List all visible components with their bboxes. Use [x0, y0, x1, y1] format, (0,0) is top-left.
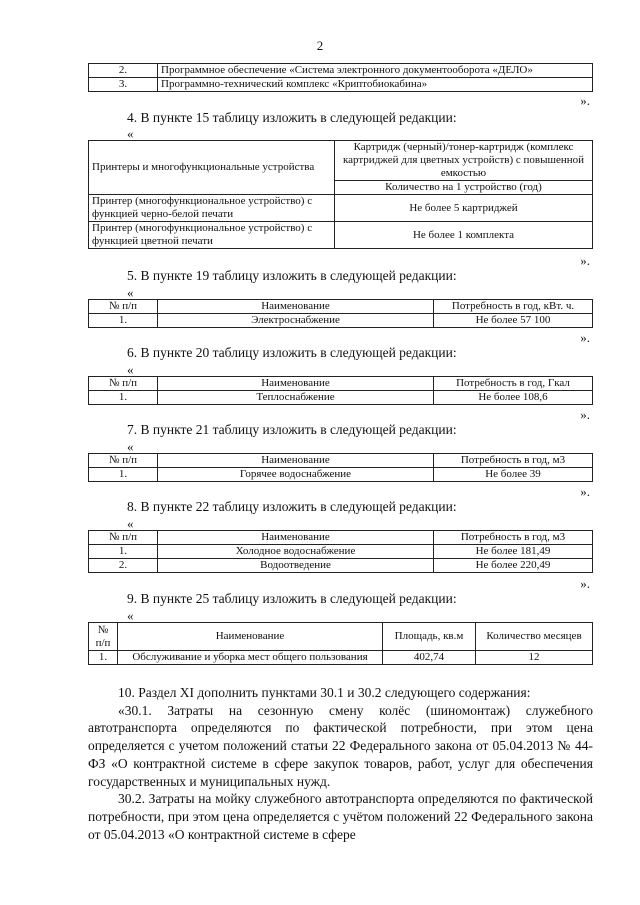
paragraph-30-1: «30.1. Затраты на сезонную смену колёс (шиномонтаж) служебного автотранспорта определяются по фактической потребности, при этом цена определяется с учетом положений статьи 22 Федерального закона от 05.04.2013 № 44-ФЗ «О контрактной системе в сфере закупок товаров, работ, услуг для обеспечения государственных и муниципальных нужд.: [88, 702, 593, 789]
cell-name: Теплоснабжение: [158, 391, 434, 405]
printer-name: Принтер (многофункциональное устройство) с функцией цветной печати: [89, 222, 335, 249]
section-10-text: [88, 684, 593, 843]
cell-num: 1.: [89, 314, 158, 328]
table-row: [89, 545, 593, 559]
cell-months: 12: [476, 651, 593, 665]
close-quote: ».: [580, 330, 590, 345]
printers-table: [88, 140, 593, 249]
header-name: Наименование: [158, 300, 434, 314]
cell-num: 1.: [89, 651, 118, 665]
table-row: [89, 314, 593, 328]
section-7-heading: 7. В пункте 21 таблицу изложить в следующей редакции:: [127, 422, 457, 437]
header-need: Потребность в год, кВт. ч.: [434, 300, 593, 314]
close-quote: ».: [580, 576, 590, 591]
table-row: [89, 195, 593, 222]
header-cartridge: Картридж (черный)/тонер-картридж (комплекс картриджей для цветных устройств) с повышенной емкостью: [335, 141, 593, 181]
paragraph-30-2: 30.2. Затраты на мойку служебного автотранспорта определяются по фактической потребности, при этом цена определяется с учётом положений 22 Федерального закона от 05.04.2013 «О контрактной системе в сфере: [88, 791, 593, 842]
header-quantity: Количество на 1 устройство (год): [335, 181, 593, 195]
cell-area: 402,74: [383, 651, 476, 665]
header-name: Наименование: [158, 531, 434, 545]
table-header-row: [89, 623, 593, 651]
header-need: Потребность в год, м3: [434, 454, 593, 468]
cleaning-table: [88, 622, 593, 665]
close-quote: ».: [580, 407, 590, 422]
cell-need: Не более 220,49: [434, 559, 593, 573]
open-quote: «: [127, 516, 134, 531]
cell-num: 1.: [89, 545, 158, 559]
hot-water-table: [88, 453, 593, 482]
header-need: Потребность в год, м3: [434, 531, 593, 545]
header-name: Наименование: [118, 623, 383, 651]
section-9-heading: 9. В пункте 25 таблицу изложить в следующей редакции:: [127, 591, 457, 606]
open-quote: «: [127, 439, 134, 454]
table-row: [89, 651, 593, 665]
top-table: [88, 63, 593, 92]
cell-num: 1.: [89, 391, 158, 405]
table-row: [89, 468, 593, 482]
open-quote: «: [127, 126, 134, 141]
row-number: 2.: [89, 64, 158, 78]
table-row: [89, 559, 593, 573]
printer-value: Не более 1 комплекта: [335, 222, 593, 249]
cell-num: 2.: [89, 559, 158, 573]
cell-need: Не более 39: [434, 468, 593, 482]
cell-name: Водоотведение: [158, 559, 434, 573]
section-4-heading: 4. В пункте 15 таблицу изложить в следующей редакции:: [127, 110, 457, 125]
header-num: № п/п: [89, 623, 118, 651]
cell-num: 1.: [89, 468, 158, 482]
cell-name: Обслуживание и уборка мест общего пользования: [118, 651, 383, 665]
table-row: [89, 391, 593, 405]
close-quote: ».: [580, 253, 590, 268]
close-quote: ».: [580, 484, 590, 499]
cell-name: Электроснабжение: [158, 314, 434, 328]
close-quote: ».: [580, 93, 590, 108]
row-text: Программно-технический комплекс «Криптобиокабина»: [158, 78, 593, 92]
table-row: [89, 78, 593, 92]
header-name: Наименование: [158, 454, 434, 468]
header-num: № п/п: [89, 531, 158, 545]
printer-value: Не более 5 картриджей: [335, 195, 593, 222]
section-5-heading: 5. В пункте 19 таблицу изложить в следующей редакции:: [127, 268, 457, 283]
header-num: № п/п: [89, 454, 158, 468]
electricity-table: [88, 299, 593, 328]
cell-name: Холодное водоснабжение: [158, 545, 434, 559]
table-header-row: [89, 454, 593, 468]
cell-need: Не более 108,6: [434, 391, 593, 405]
open-quote: «: [127, 608, 134, 623]
page-number: 2: [316, 38, 324, 53]
header-num: № п/п: [89, 377, 158, 391]
table-header-row: [89, 531, 593, 545]
table-header-row: [89, 300, 593, 314]
section-6-heading: 6. В пункте 20 таблицу изложить в следующей редакции:: [127, 345, 457, 360]
heating-table: [88, 376, 593, 405]
open-quote: «: [127, 285, 134, 300]
header-num: № п/п: [89, 300, 158, 314]
open-quote: «: [127, 362, 134, 377]
cell-name: Горячее водоснабжение: [158, 468, 434, 482]
header-printers: Принтеры и многофункциональные устройства: [89, 141, 335, 195]
header-months: Количество месяцев: [476, 623, 593, 651]
section-8-heading: 8. В пункте 22 таблицу изложить в следующей редакции:: [127, 499, 457, 514]
table-row: [89, 64, 593, 78]
row-text: Программное обеспечение «Система электронного документооборота «ДЕЛО»: [158, 64, 593, 78]
table-header-row: [89, 377, 593, 391]
header-area: Площадь, кв.м: [383, 623, 476, 651]
printer-name: Принтер (многофункциональное устройство) с функцией черно-белой печати: [89, 195, 335, 222]
table-row: [89, 222, 593, 249]
cell-need: Не более 181,49: [434, 545, 593, 559]
table-header-row: [89, 141, 593, 181]
section-10-heading: 10. Раздел XI дополнить пунктами 30.1 и 30.2 следующего содержания:: [118, 685, 531, 700]
cell-need: Не более 57 100: [434, 314, 593, 328]
cold-water-table: [88, 530, 593, 573]
header-need: Потребность в год, Гкал: [434, 377, 593, 391]
row-number: 3.: [89, 78, 158, 92]
header-name: Наименование: [158, 377, 434, 391]
